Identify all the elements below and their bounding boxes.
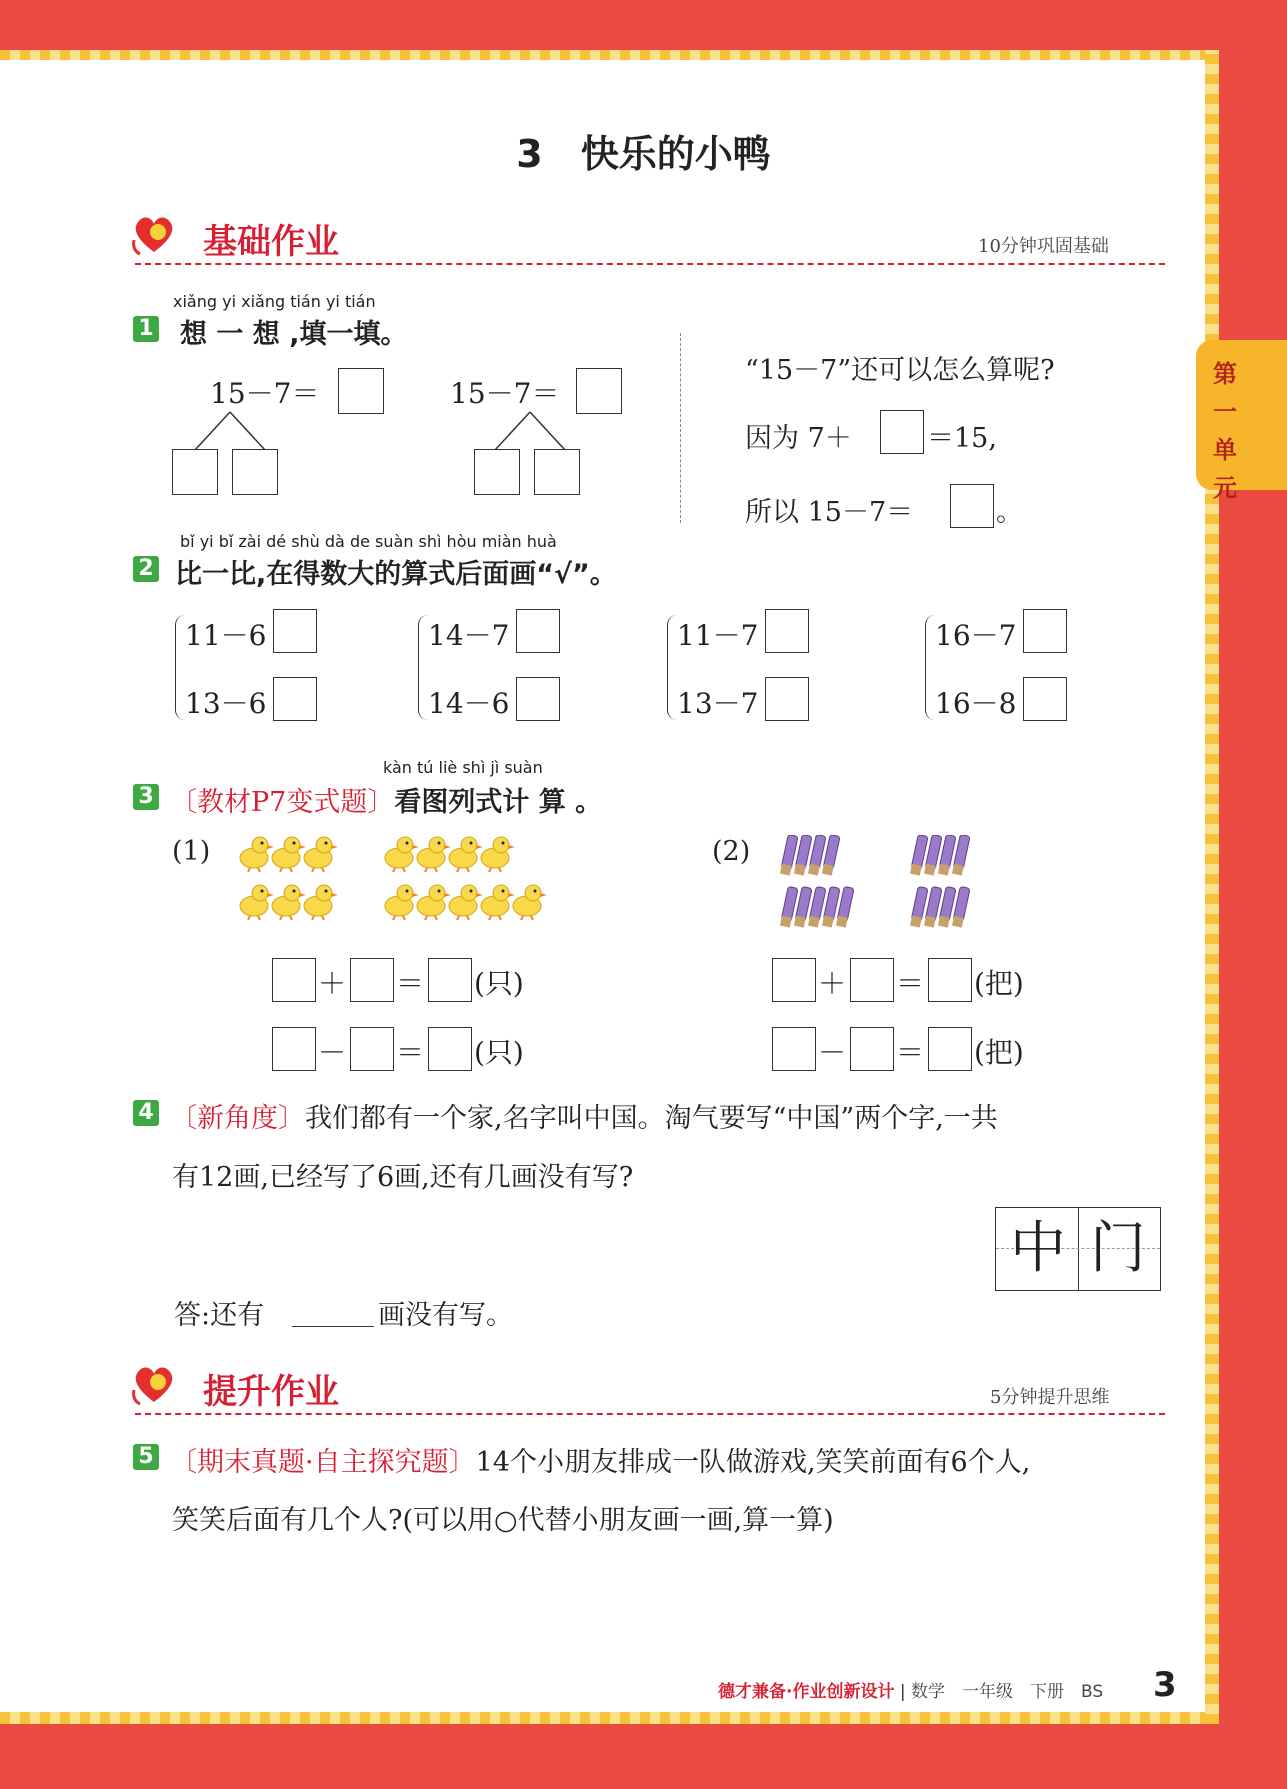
q4-grid-divider xyxy=(1078,1208,1079,1290)
q5-line1-wrap xyxy=(170,1440,1030,1479)
q4-char-zhong: 中 xyxy=(1010,1216,1066,1281)
q2-pair-3-bottom: 13－7 xyxy=(677,687,759,720)
q3-1-sub-equals: ＝ xyxy=(396,1036,425,1069)
brushes-illustration xyxy=(780,835,990,935)
q1-right-so-end: 。 xyxy=(996,497,1023,528)
q3-2-add-box-1[interactable] xyxy=(772,958,816,1002)
section-basic-note: 10分钟巩固基础 xyxy=(978,236,1109,257)
section-basic-divider xyxy=(135,263,1165,265)
page-title: 3 快乐的小鸭 xyxy=(516,132,771,176)
q3-prompt: 看图列式计 算 。 xyxy=(394,787,603,818)
q3-part1-label: (1) xyxy=(172,836,211,867)
q3-1-add-plus: ＋ xyxy=(318,967,347,1000)
unit-side-tab-label: 第一单元 xyxy=(1213,360,1237,502)
q2-pair-3-top: 11－7 xyxy=(677,619,759,652)
q2-pair-3-bottom-box[interactable] xyxy=(765,677,809,721)
q1-pinyin: xiǎng yi xiǎng tián yi tián xyxy=(173,292,376,311)
q4-line1-wrap xyxy=(170,1096,998,1135)
q1-answer-box-b[interactable] xyxy=(576,368,622,414)
q1-split-box-b2[interactable] xyxy=(534,449,580,495)
q3-1-add-equals: ＝ xyxy=(396,967,425,1000)
section-advanced-note: 5分钟提升思维 xyxy=(990,1387,1110,1408)
q5-tag: 〔期末真题·自主探究题〕 xyxy=(170,1447,476,1478)
footer-info: 数学 一年级 下册 BS xyxy=(911,1682,1104,1702)
q3-number-badge: 3 xyxy=(133,784,159,810)
q2-pair-4-top: 16－7 xyxy=(935,619,1017,652)
q1-split-box-a1[interactable] xyxy=(172,449,218,495)
q3-pinyin: kàn tú liè shì jì suàn xyxy=(383,758,543,777)
q2-pair-1-top-box[interactable] xyxy=(273,609,317,653)
section-basic-title: 基础作业 xyxy=(203,222,339,262)
q3-1-add-unit: (只) xyxy=(474,967,524,1000)
q3-1-sub-box-3[interactable] xyxy=(428,1027,472,1071)
q4-answer-blank[interactable] xyxy=(292,1326,374,1327)
q4-character-grid xyxy=(995,1207,1161,1291)
q3-2-sub-box-1[interactable] xyxy=(772,1027,816,1071)
q3-1-sub-minus: － xyxy=(318,1036,347,1069)
bottom-wave-border xyxy=(0,1712,1210,1724)
q2-pair-3-top-box[interactable] xyxy=(765,609,809,653)
q5-line1: 14个小朋友排成一队做游戏,笑笑前面有6个人, xyxy=(475,1447,1031,1478)
q1-number-badge: 1 xyxy=(133,316,159,342)
q3-2-add-box-2[interactable] xyxy=(850,958,894,1002)
top-wave-border xyxy=(0,50,1210,60)
q4-answer-prefix: 答:还有 xyxy=(174,1300,265,1331)
q2-pair-1-bottom: 13－6 xyxy=(185,687,267,720)
q3-1-sub-box-1[interactable] xyxy=(272,1027,316,1071)
q3-2-add-equals: ＝ xyxy=(896,967,925,1000)
q3-2-sub-box-2[interactable] xyxy=(850,1027,894,1071)
q1-split-box-a2[interactable] xyxy=(232,449,278,495)
q1-because-box[interactable] xyxy=(880,410,924,454)
q3-1-add-box-3[interactable] xyxy=(428,958,472,1002)
q4-line1: 我们都有一个家,名字叫中国。淘气要写“中国”两个字,一共 xyxy=(305,1103,998,1134)
q3-prompt-line xyxy=(170,780,602,819)
q3-2-add-plus: ＋ xyxy=(818,967,847,1000)
q3-1-sub-box-2[interactable] xyxy=(350,1027,394,1071)
q4-tag: 〔新角度〕 xyxy=(170,1103,305,1134)
q3-2-add-unit: (把) xyxy=(974,967,1024,1000)
q2-pair-2-top: 14－7 xyxy=(428,619,510,652)
q1-expr-b: 15－7＝ xyxy=(450,377,560,410)
q2-prompt: 比一比,在得数大的算式后面画“√”。 xyxy=(175,559,617,590)
q1-right-so: 所以 15－7＝ xyxy=(745,497,914,528)
q2-pair-1-top: 11－6 xyxy=(185,619,267,652)
q3-1-add-box-2[interactable] xyxy=(350,958,394,1002)
q2-pair-2-bottom-box[interactable] xyxy=(516,677,560,721)
q1-so-box[interactable] xyxy=(950,484,994,528)
q4-answer-suffix: 画没有写。 xyxy=(378,1300,513,1331)
side-wave-border xyxy=(1205,50,1219,1724)
q1-right-question: “15－7”还可以怎么算呢? xyxy=(745,355,1055,386)
section-advanced-divider xyxy=(135,1413,1165,1415)
q1-divider xyxy=(680,333,681,523)
q1-split-lines-b xyxy=(490,410,570,452)
q2-pair-2-top-box[interactable] xyxy=(516,609,560,653)
q3-1-add-box-1[interactable] xyxy=(272,958,316,1002)
q5-number-badge: 5 xyxy=(133,1444,159,1470)
q3-2-add-box-3[interactable] xyxy=(928,958,972,1002)
q3-part2-label: (2) xyxy=(712,836,751,867)
q5-line2: 笑笑后面有几个人?(可以用○代替小朋友画一画,算一算) xyxy=(172,1505,834,1536)
q3-1-sub-unit: (只) xyxy=(474,1036,524,1069)
q2-pair-4-top-box[interactable] xyxy=(1023,609,1067,653)
q4-number-badge: 4 xyxy=(133,1100,159,1126)
q2-pinyin: bǐ yi bǐ zài dé shù dà de suàn shì hòu miàn huà xyxy=(180,532,557,551)
q1-expr-a: 15－7＝ xyxy=(210,377,320,410)
q4-char-men: 门 xyxy=(1090,1216,1146,1281)
q3-tag: 〔教材P7变式题〕 xyxy=(170,787,395,818)
q4-line2: 有12画,已经写了6画,还有几画没有写? xyxy=(172,1162,634,1193)
q3-2-sub-box-3[interactable] xyxy=(928,1027,972,1071)
q2-pair-2-bottom: 14－6 xyxy=(428,687,510,720)
section-advanced-title: 提升作业 xyxy=(203,1372,339,1412)
ducks-illustration xyxy=(238,832,583,932)
q1-split-box-b1[interactable] xyxy=(474,449,520,495)
q1-split-lines-a xyxy=(190,410,270,452)
q2-pair-1-bottom-box[interactable] xyxy=(273,677,317,721)
q1-right-because-end: ＝15, xyxy=(927,423,997,454)
q1-right-because: 因为 7＋ xyxy=(745,423,852,454)
q2-number-badge: 2 xyxy=(133,556,159,582)
q1-answer-box-a[interactable] xyxy=(338,368,384,414)
q2-pair-4-bottom: 16－8 xyxy=(935,687,1017,720)
q1-prompt: 想 一 想 ,填一填。 xyxy=(180,319,408,350)
heart-bell-icon xyxy=(130,210,178,258)
q2-pair-4-bottom-box[interactable] xyxy=(1023,677,1067,721)
page-number: 3 xyxy=(1153,1665,1177,1705)
q3-2-sub-equals: ＝ xyxy=(896,1036,925,1069)
q3-2-sub-unit: (把) xyxy=(974,1036,1024,1069)
footer-brand: 德才兼备·作业创新设计 xyxy=(718,1682,895,1702)
q3-2-sub-minus: － xyxy=(818,1036,847,1069)
heart-bell-icon-2 xyxy=(130,1360,178,1408)
footer-text: 德才兼备·作业创新设计 | 数学 一年级 下册 BS xyxy=(718,1682,1104,1702)
